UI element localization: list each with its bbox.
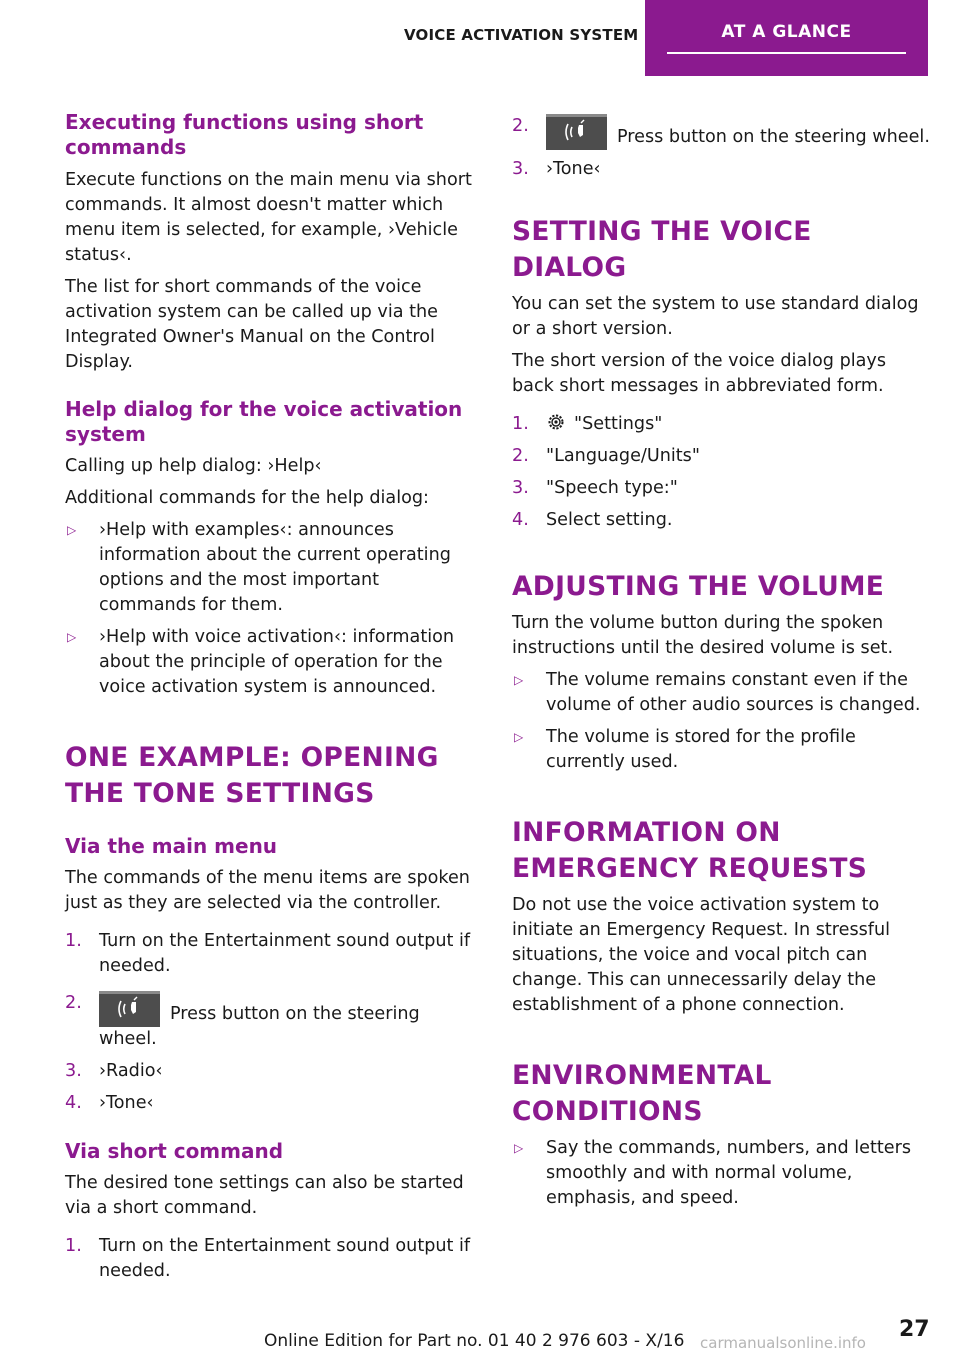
list-item-text: ›Help with voice activation‹: information about the principle of operation for the voice activation system is announced.: [99, 627, 455, 697]
triangle-bullet-icon: ▷: [514, 673, 524, 687]
list-number: 1.: [512, 414, 529, 434]
list-item-text: Turn on the Entertainment sound output if needed.: [99, 931, 471, 976]
footer-edition: Online Edition for Part no. 01 40 2 976 603 - X/16: [264, 1331, 685, 1351]
list-item: [512, 1136, 930, 1211]
paragraph: Turn the volume button during the spoken instructions until the desired volume is set.: [512, 613, 894, 658]
list-item: [65, 929, 480, 979]
header-section-title: VOICE ACTIVATION SYSTEM: [404, 26, 639, 44]
list-item-text: ›Help with examples‹: announces information about the current operating options and the most important commands for them.: [99, 520, 451, 615]
page-number: 27: [899, 1317, 930, 1342]
left-column: [65, 110, 480, 1291]
list-item-text: ›Radio‹: [99, 1061, 163, 1081]
list-item: [65, 1091, 480, 1116]
list-item: [65, 625, 480, 700]
voice-command-button-icon: [99, 991, 160, 1027]
list-item-text: "Language/Units": [546, 446, 700, 466]
voice-command-button-icon: [546, 114, 607, 150]
heading-example-tone-settings: ONE EXAMPLE: OPENING THE TONE SETTINGS: [65, 742, 439, 809]
triangle-bullet-icon: ▷: [514, 730, 524, 744]
heading-help-dialog: Help dialog for the voice activation system: [65, 397, 463, 446]
list-number: 1.: [65, 1236, 82, 1256]
triangle-bullet-icon: ▷: [67, 630, 77, 644]
paragraph: Additional commands for the help dialog:: [65, 488, 429, 508]
list-item-text: ›Tone‹: [99, 1093, 154, 1113]
list-number: 2.: [512, 116, 529, 136]
header-tab-label: AT A GLANCE: [721, 22, 852, 42]
heading-adjusting-volume: ADJUSTING THE VOLUME: [512, 571, 885, 602]
list-item-text: The volume remains constant even if the volume of other audio sources is changed.: [546, 670, 921, 715]
list-item-text: "Settings": [574, 414, 663, 434]
list-item: [512, 725, 930, 775]
paragraph: The commands of the menu items are spoken just as they are selected via the controller.: [65, 868, 470, 913]
list-item-text: Say the commands, numbers, and letters smoothly and with normal volume, emphasis, and speed.: [546, 1138, 912, 1208]
list-number: 3.: [512, 478, 529, 498]
list-number: 4.: [65, 1093, 82, 1113]
list-item: [65, 991, 480, 1052]
paragraph: The short version of the voice dialog plays back short messages in abbreviated form.: [512, 351, 886, 396]
triangle-bullet-icon: ▷: [514, 1141, 524, 1155]
list-item: [512, 668, 930, 718]
list-item-text: "Speech type:": [546, 478, 678, 498]
heading-via-short-command: Via short command: [65, 1139, 284, 1163]
list-item-text: Select setting.: [546, 510, 673, 530]
paragraph: Execute functions on the main menu via short commands. It almost doesn't matter which menu item is selected, for example, ›Vehicle status‹.: [65, 170, 472, 265]
heading-short-commands: Executing functions using short commands: [65, 110, 424, 159]
list-item: [512, 157, 930, 182]
list-item: [65, 1234, 480, 1284]
list-item-text: ›Tone‹: [546, 159, 601, 179]
list-item: [512, 508, 930, 533]
triangle-bullet-icon: ▷: [67, 523, 77, 537]
list-item: [512, 114, 930, 150]
paragraph: The desired tone settings can also be started via a short command.: [65, 1173, 464, 1218]
heading-environmental-conditions: ENVIRONMENTAL CONDITIONS: [512, 1060, 772, 1127]
list-item-text: Press button on the steering wheel.: [99, 1004, 420, 1049]
list-item: [512, 412, 930, 437]
list-number: 3.: [512, 159, 529, 179]
header-tab-box: [667, 0, 906, 54]
list-item-text: Turn on the Entertainment sound output if needed.: [99, 1236, 471, 1281]
list-number: 2.: [65, 993, 82, 1013]
list-item: [512, 444, 930, 469]
list-item: [512, 476, 930, 501]
list-item: [65, 1059, 480, 1084]
paragraph: Calling up help dialog: ›Help‹: [65, 456, 322, 476]
list-number: 3.: [65, 1061, 82, 1081]
heading-via-main-menu: Via the main menu: [65, 834, 278, 858]
paragraph: You can set the system to use standard dialog or a short version.: [512, 294, 919, 339]
header-tab: [645, 0, 928, 76]
right-column: [512, 110, 930, 1218]
list-number: 2.: [512, 446, 529, 466]
heading-emergency-requests: INFORMATION ON EMERGENCY REQUESTS: [512, 817, 868, 884]
list-item: [65, 518, 480, 618]
list-number: 4.: [512, 510, 529, 530]
paragraph: Do not use the voice activation system to initiate an Emergency Request. In stressful situations, the voice and vocal pitch can change. This can unnecessarily delay the establishment of a phone connection.: [512, 895, 891, 1015]
watermark: carmanualsonline.info: [700, 1334, 866, 1352]
settings-gear-icon: [546, 412, 566, 432]
list-number: 1.: [65, 931, 82, 951]
paragraph: The list for short commands of the voice activation system can be called up via the Integrated Owner's Manual on the Control Display.: [65, 277, 438, 372]
heading-voice-dialog: SETTING THE VOICE DIALOG: [512, 216, 812, 283]
list-item-text: Press button on the steering wheel.: [617, 127, 930, 147]
list-item-text: The volume is stored for the profile currently used.: [546, 727, 856, 772]
